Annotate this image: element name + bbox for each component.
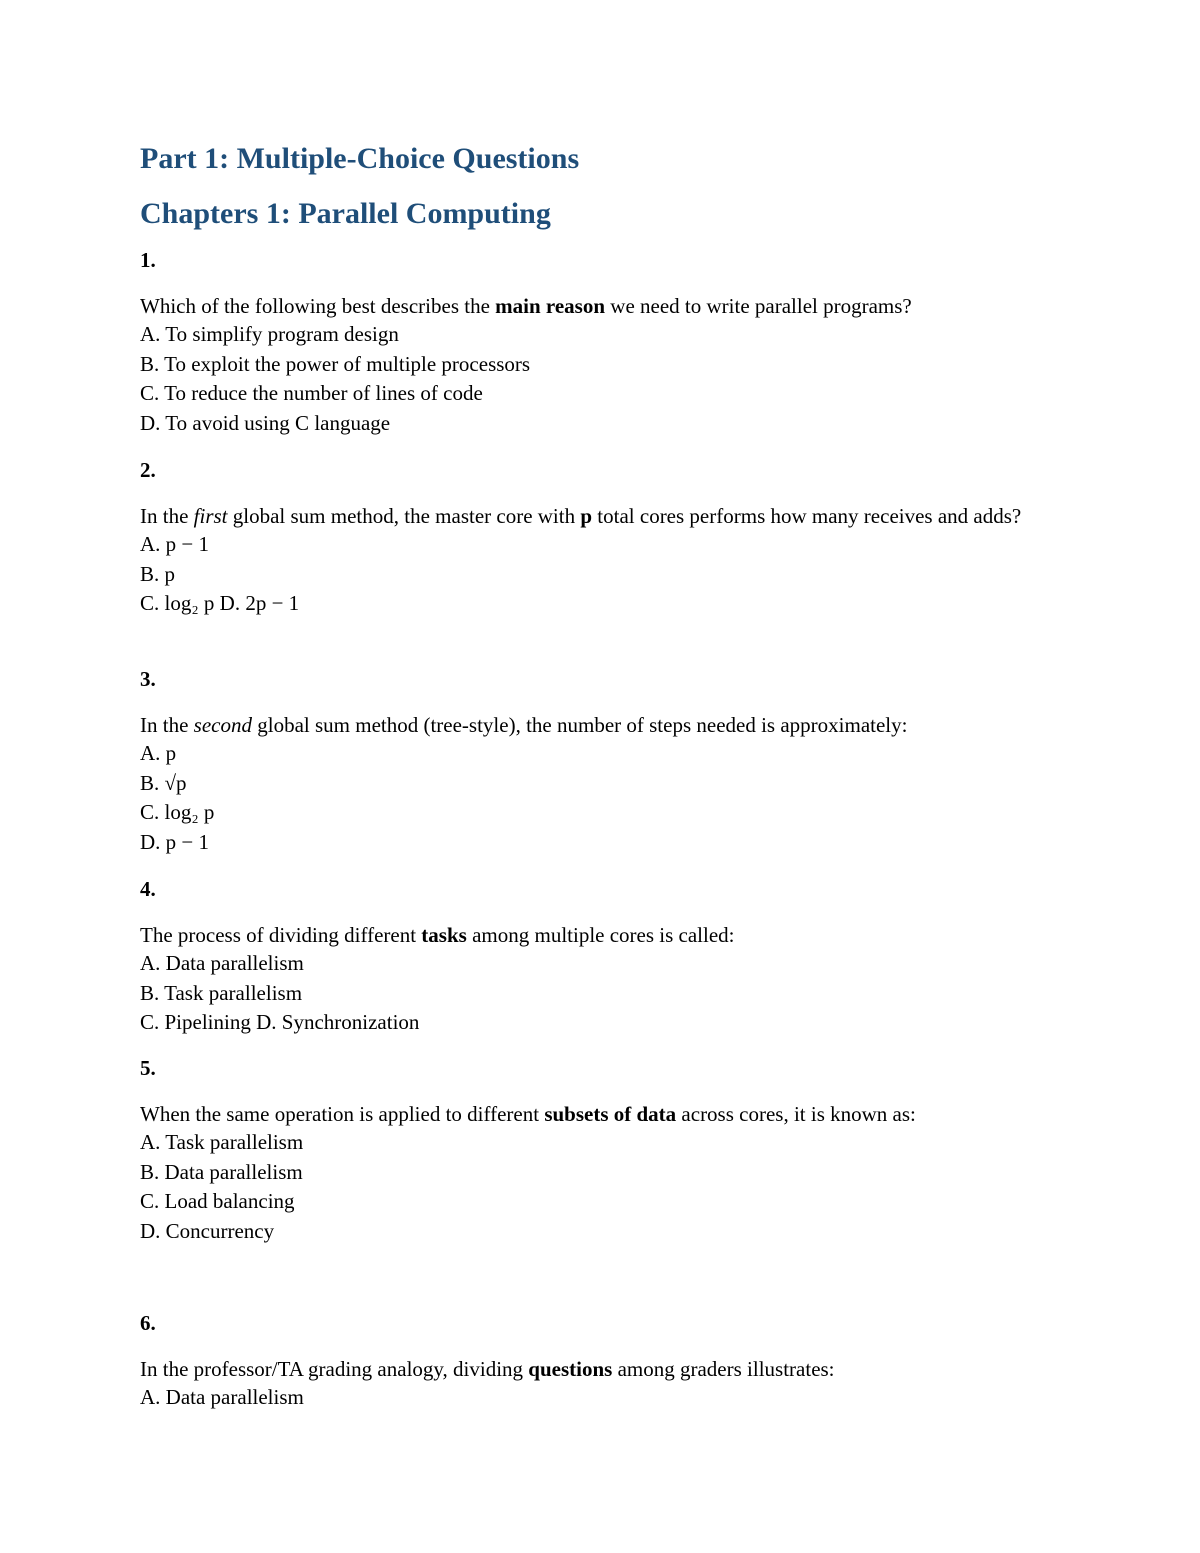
- question-number: 2.: [140, 458, 156, 482]
- chapter-title: Chapters 1: Parallel Computing: [140, 197, 551, 230]
- question-stem: In the first global sum method, the master core with p total cores performs how many receives and adds?: [140, 504, 1022, 528]
- option-b: B. p: [140, 561, 176, 586]
- question-stem: In the second global sum method (tree-style), the number of steps needed is approximately:: [140, 713, 908, 737]
- option-d: D. p − 1: [140, 829, 210, 854]
- option-a: A. Task parallelism: [140, 1130, 304, 1154]
- option-a: A. To simplify program design: [140, 322, 399, 346]
- option-b: B. Data parallelism: [140, 1159, 303, 1184]
- option-d: D. Concurrency: [140, 1218, 275, 1243]
- part-title: Part 1: Multiple-Choice Questions: [140, 142, 580, 175]
- option-b: B. √p: [140, 770, 187, 795]
- question-number: 1.: [140, 248, 156, 272]
- question-1: [140, 248, 1060, 438]
- option-a: A. p: [140, 741, 177, 765]
- question-2: [140, 458, 1060, 619]
- option-c: C. Load balancing: [140, 1189, 295, 1213]
- question-stem: Which of the following best describes the main reason we need to write parallel programs?: [140, 294, 912, 318]
- question-number: 6.: [140, 1311, 156, 1335]
- option-a: A. Data parallelism: [140, 951, 304, 975]
- option-b: B. To exploit the power of multiple processors: [140, 351, 531, 376]
- question-3: [140, 667, 1060, 857]
- question-6: [140, 1311, 1060, 1413]
- question-stem: The process of dividing different tasks among multiple cores is called:: [140, 923, 735, 947]
- question-number: 5.: [140, 1056, 156, 1080]
- option-d: D. To avoid using C language: [140, 410, 391, 435]
- option-a: A. Data parallelism: [140, 1385, 304, 1409]
- question-number: 4.: [140, 877, 156, 901]
- question-number: 3.: [140, 667, 156, 691]
- question-4: [140, 877, 1060, 1038]
- question-stem: When the same operation is applied to different subsets of data across cores, it is known as:: [140, 1102, 916, 1126]
- option-b: B. Task parallelism: [140, 980, 303, 1005]
- question-stem: In the professor/TA grading analogy, dividing questions among graders illustrates:: [140, 1357, 835, 1381]
- option-c: C. log₂ p: [140, 800, 215, 824]
- option-a: A. p − 1: [140, 532, 210, 556]
- question-5: [140, 1056, 1060, 1246]
- option-c: C. Pipelining D. Synchronization: [140, 1010, 420, 1034]
- option-c: C. To reduce the number of lines of code: [140, 381, 483, 405]
- option-c: C. log₂ p D. 2p − 1: [140, 591, 300, 615]
